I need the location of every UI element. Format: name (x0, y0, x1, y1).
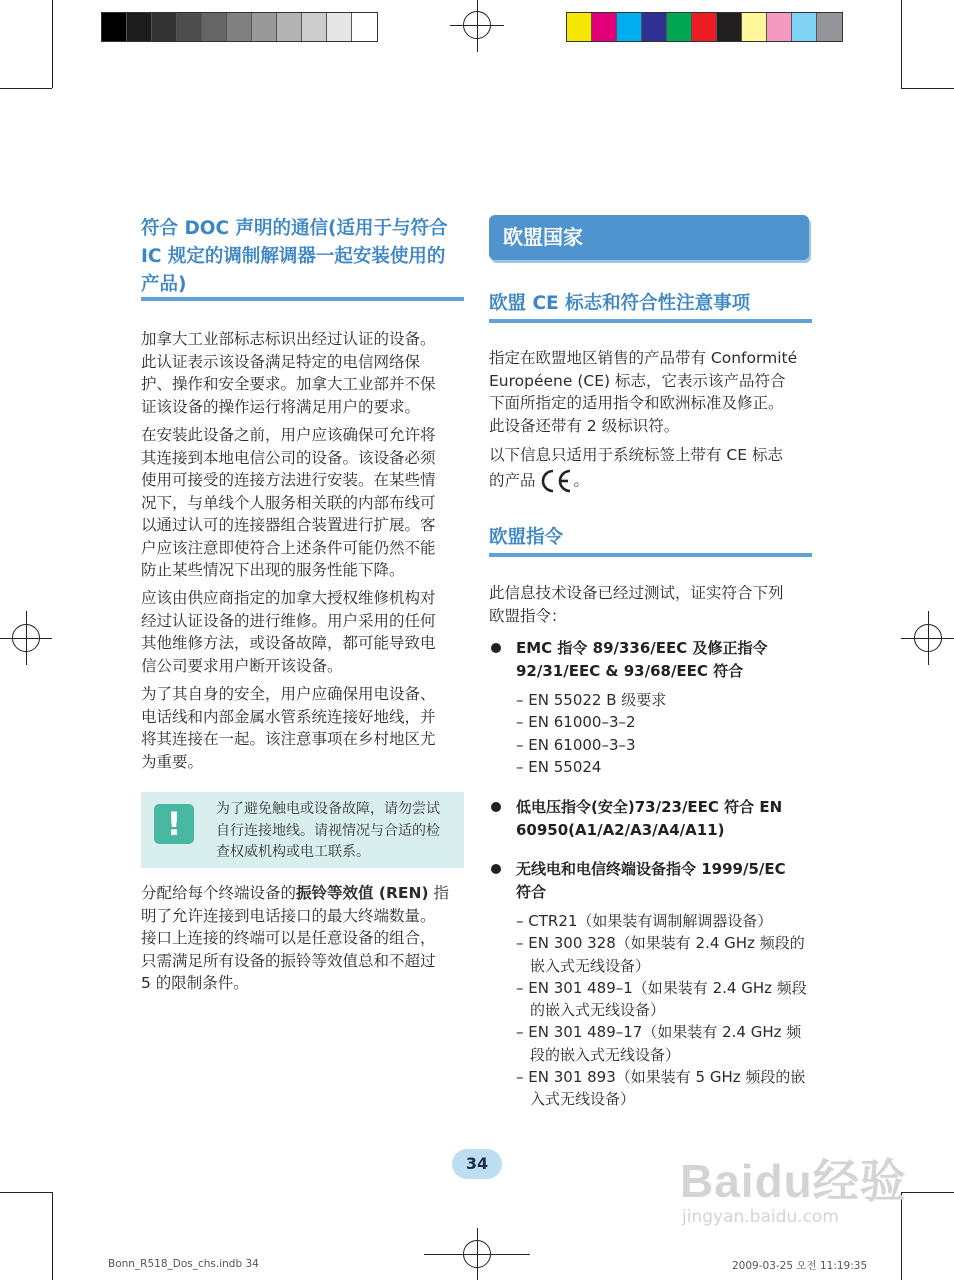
text-line: 使用可接受的连接方法进行安装。在某些情 (141, 471, 436, 489)
text-line: 加拿大工业部标志标识出经过认证的设备。 (141, 330, 436, 348)
list-item: – EN 61000–3–3 (516, 735, 636, 754)
section-title-directives: 欧盟指令 (489, 527, 564, 548)
color-swatch (567, 13, 592, 41)
text-line: 92/31/EEC & 93/68/EEC 符合 (516, 661, 744, 680)
text-line: 下面所指定的适用指令和欧洲标准及修正。 (489, 394, 784, 412)
text-line: 为了避免触电或设备故障，请勿尝试 (216, 801, 440, 817)
watermark-logo: Baidu经验 (680, 1155, 907, 1207)
caution-note (141, 792, 464, 868)
paragraph-directives-intro (489, 582, 819, 627)
bullet-emc-title (516, 637, 816, 682)
bullet-rtte-title (516, 858, 816, 903)
list-item: – EN 301 489–1（如果装有 2.4 GHz 频段的嵌入式无线设备） (516, 978, 807, 1020)
text-line (141, 882, 471, 905)
color-swatch (352, 13, 377, 41)
text-line: 5 的限制条件。 (141, 974, 249, 992)
color-swatch (742, 13, 767, 41)
text-line (489, 467, 819, 495)
heading-rule (141, 297, 464, 301)
color-swatch (642, 13, 667, 41)
footer-file-info: Bonn_R518_Dos_chs.indb 34 (108, 1258, 259, 1270)
text-line: 欧盟指令： (489, 606, 567, 625)
color-swatch (277, 13, 302, 41)
text-line: 在安装此设备之前，用户应该确保可允许将 (141, 426, 436, 444)
list-item: – EN 61000–3–2 (516, 713, 636, 732)
color-swatch (152, 13, 177, 41)
color-swatch (792, 13, 817, 41)
text-line: 经过认证设备的进行维修。用户采用的任何 (141, 611, 436, 630)
text-line: 证该设备的操作运行将满足用户的要求。 (141, 397, 421, 416)
grayscale-swatch-bar (101, 12, 378, 42)
color-swatch (327, 13, 352, 41)
crop-mark (901, 88, 954, 89)
color-swatch (102, 13, 127, 41)
color-swatch (227, 13, 252, 41)
crop-mark (52, 0, 53, 88)
rtte-standards-list (516, 910, 810, 1111)
heading-rule (489, 553, 812, 557)
crop-mark (0, 88, 52, 89)
bullet-dot (491, 802, 501, 812)
text-line: 防止某些情况下出现的服务性能下降。 (141, 561, 405, 579)
paragraph-ren (141, 882, 471, 995)
crop-mark (901, 1192, 954, 1193)
paragraph-grounding (141, 683, 471, 773)
color-swatch (592, 13, 617, 41)
caution-note-text (216, 799, 461, 864)
text-line: 符合 (516, 882, 547, 901)
color-swatch (617, 13, 642, 41)
section-heading-doc (141, 215, 471, 299)
text-line: 自行连接地线。请视情况与合适的检 (216, 822, 440, 839)
text-line: 以下信息只适用于系统标签上带有 CE 标志 (489, 446, 783, 464)
color-swatch (767, 13, 792, 41)
crop-mark (52, 1192, 53, 1280)
emc-standards-list (516, 689, 816, 778)
color-swatch (717, 13, 742, 41)
paragraph-certification (141, 328, 471, 418)
crop-mark (901, 0, 902, 88)
color-swatch (692, 13, 717, 41)
color-swatch (302, 13, 327, 41)
color-swatch-bar (566, 12, 843, 42)
text-line: 低电压指令(安全)73/23/EEC 符合 EN (516, 798, 783, 816)
text-line: 为了其自身的安全，用户应确保用电设备、 (141, 685, 436, 703)
bullet-lvd-title (516, 796, 816, 841)
watermark-url: jingyan.baidu.com (682, 1207, 839, 1227)
text-line: 户应该注意即使符合上述条件可能仍然不能 (141, 538, 436, 557)
text-line: 以通过认可的连接器组合装置进行扩展。客 (141, 516, 436, 534)
text-run: 分配给每个终端设备的 (141, 884, 297, 902)
text-line: 接口上连接的终端可以是任意设备的组合， (141, 929, 436, 947)
paragraph-ce-label (489, 444, 819, 495)
heading-line: IC 规定的调制解调器一起安装使用的 (141, 246, 446, 267)
text-run: 的产品 (489, 471, 536, 489)
color-swatch (252, 13, 277, 41)
color-swatch (817, 13, 842, 41)
list-item: – EN 301 893（如果装有 5 GHz 频段的嵌入式无线设备） (516, 1068, 806, 1109)
text-run: 指 (428, 884, 450, 902)
color-swatch (127, 13, 152, 41)
ren-term: 振铃等效值 (REN) (296, 884, 429, 902)
heading-rule (489, 319, 812, 323)
text-line: 此信息技术设备已经过测试，证实符合下列 (489, 584, 784, 602)
paragraph-repairs (141, 587, 471, 677)
heading-line: 符合 DOC 声明的通信(适用于与符合 (141, 218, 448, 239)
text-line: 信公司要求用户断开该设备。 (141, 656, 343, 675)
baidu-watermark (680, 1145, 907, 1227)
bullet-dot (491, 643, 501, 653)
text-line: 为重要。 (141, 752, 204, 771)
color-swatch (202, 13, 227, 41)
list-item: – EN 55024 (516, 757, 602, 776)
paragraph-installation (141, 424, 471, 582)
color-swatch (667, 13, 692, 41)
text-line: EMC 指令 89/336/EEC 及修正指令 (516, 639, 768, 657)
section-title-ce: 欧盟 CE 标志和符合性注意事项 (489, 293, 751, 314)
text-line: 查权威机构或电工联系。 (216, 844, 370, 860)
text-line: 60950(A1/A2/A3/A4/A11) (516, 820, 725, 839)
page-number-badge: 34 (452, 1149, 502, 1179)
ce-mark-icon (538, 467, 574, 495)
text-line: 指定在欧盟地区销售的产品带有 Conformité (489, 349, 798, 367)
list-item: – EN 55022 B 级要求 (516, 691, 667, 709)
crop-mark (0, 1192, 52, 1193)
text-line: 此设备还带有 2 级标识符。 (489, 416, 680, 435)
text-line: 护、操作和安全要求。加拿大工业部并不保 (141, 375, 436, 393)
footer-timestamp: 2009-03-25 오전 11:19:35 (732, 1260, 868, 1272)
paragraph-ce-marking (489, 347, 819, 437)
text-line: 无线电和电信终端设备指令 1999/5/EC (516, 860, 786, 878)
color-swatch (177, 13, 202, 41)
text-line: 明了允许连接到电话接口的最大终端数量。 (141, 906, 436, 925)
text-line: 此认证表示该设备满足特定的电信网络保 (141, 352, 421, 371)
text-line: 其连接到本地电信公司的设备。该设备必须 (141, 448, 436, 467)
text-line: 况下，与单线个人服务相关联的内部布线可 (141, 493, 436, 512)
text-line: 只需满足所有设备的振铃等效值总和不超过 (141, 951, 436, 970)
bullet-dot (491, 864, 501, 874)
exclamation-icon: ! (154, 804, 194, 844)
text-run: 。 (573, 471, 590, 489)
text-line: Européene (CE) 标志，它表示该产品符合 (489, 371, 786, 390)
text-line: 应该由供应商指定的加拿大授权维修机构对 (141, 589, 436, 607)
list-item: – CTR21（如果装有调制解调器设备） (516, 912, 773, 930)
list-item: – EN 300 328（如果装有 2.4 GHz 频段的嵌入式无线设备） (516, 934, 805, 975)
text-line: 将其连接在一起。该注意事项在乡村地区尤 (141, 730, 436, 748)
section-banner-eu: 欧盟国家 (489, 215, 809, 260)
text-line: 其他维修方法，或设备故障，都可能导致电 (141, 634, 436, 652)
list-item: – EN 301 489–17（如果装有 2.4 GHz 频段的嵌入式无线设备） (516, 1023, 802, 1064)
text-line: 电话线和内部金属水管系统连接好地线，并 (141, 707, 436, 726)
heading-line: 产品) (141, 274, 187, 295)
